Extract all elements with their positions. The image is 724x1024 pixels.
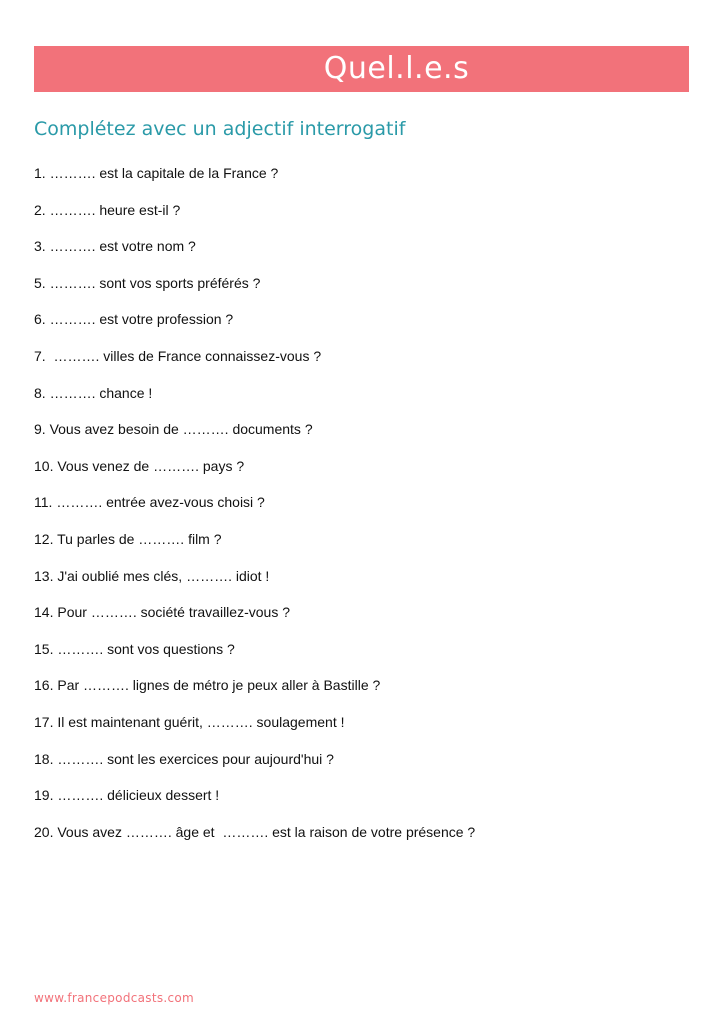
question-item: 13. J'ai oublié mes clés, ………. idiot ! [34,567,270,584]
title-banner [34,46,689,92]
question-item: 18. ………. sont les exercices pour aujourd'hui ? [34,750,334,767]
question-item: 12. Tu parles de ………. film ? [34,530,222,547]
footer-website-url: www.francepodcasts.com [34,991,195,1005]
question-item: 2. ………. heure est-il ? [34,201,181,218]
question-item: 6. ………. est votre profession ? [34,311,234,328]
page-title: Quel.l.e.s [323,51,470,86]
question-item: 16. Par ………. lignes de métro je peux aller à Bastille ? [34,677,381,694]
question-item: 1. ………. est la capitale de la France ? [34,165,279,181]
question-item: 8. ………. chance ! [34,384,153,401]
question-item: 7. ………. villes de France connaissez-vous ? [34,347,322,364]
question-item: 9. Vous avez besoin de ………. documents ? [34,421,313,438]
question-item: 10. Vous venez de ………. pays ? [34,457,245,474]
question-item: 20. Vous avez ………. âge et ………. est la raison de votre présence ? [34,823,476,840]
question-item: 17. Il est maintenant guérit, ………. soulagement ! [34,713,345,730]
question-item: 5. ………. sont vos sports préférés ? [34,274,261,291]
question-item: 14. Pour ………. société travaillez-vous ? [34,604,290,621]
exercise-instructions: Complétez avec un adjectif interrogatif [34,118,406,140]
question-item: 19. ………. délicieux dessert ! [34,787,220,804]
question-item: 11. ………. entrée avez-vous choisi ? [34,494,265,511]
question-item: 15. ………. sont vos questions ? [34,640,235,657]
question-list [34,164,475,859]
question-item: 3. ………. est votre nom ? [34,238,196,255]
